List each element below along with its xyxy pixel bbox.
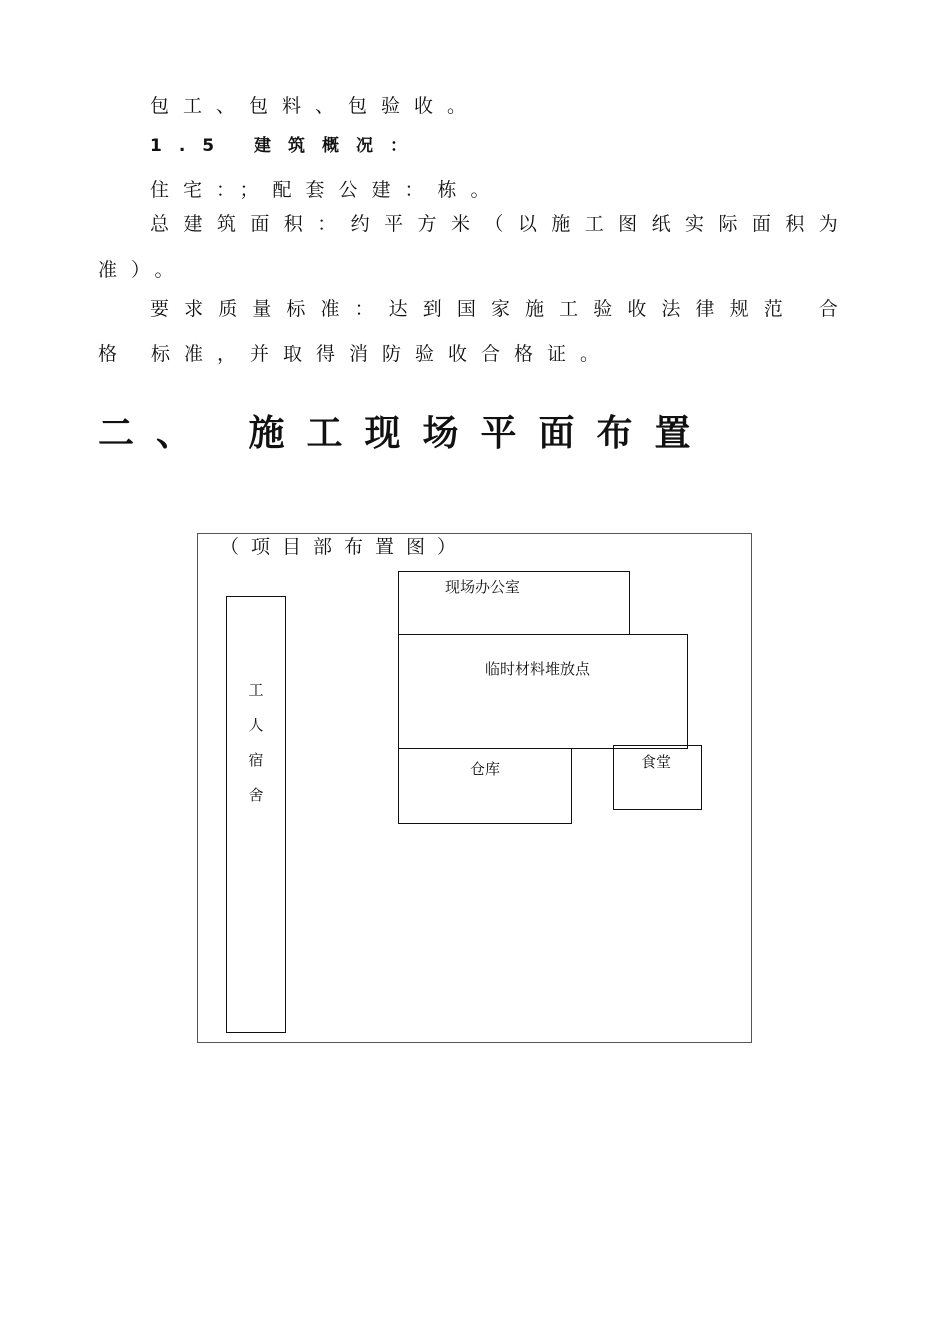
quality-standard-char: 工: [559, 298, 579, 320]
total-area-char: 积: [785, 213, 805, 235]
paragraph-quality-standard: [150, 297, 838, 321]
quality-standard-char: [798, 297, 804, 321]
quality-standard-char: 国: [456, 298, 476, 320]
quality-standard-char: 验: [593, 298, 613, 320]
warehouse: [398, 748, 572, 824]
total-area-char: 为: [818, 213, 838, 235]
total-area-char: 以: [517, 213, 537, 235]
quality-standard-char: 范: [763, 298, 783, 320]
total-area-char: 图: [618, 213, 638, 235]
quality-standard-char: 质: [218, 298, 238, 320]
site-office-label: 现场办公室: [445, 578, 521, 596]
quality-standard-char: 家: [490, 298, 510, 320]
total-area-char: 方: [417, 213, 437, 235]
paragraph-total-area-continued: 准）。: [98, 259, 188, 281]
quality-standard-char: 收: [627, 298, 647, 320]
paragraph-building-types: 住宅：；配套公建：栋。: [150, 179, 504, 201]
canteen-label: 食堂: [641, 753, 672, 771]
total-area-char: 面: [751, 213, 771, 235]
dormitory-label: [227, 673, 285, 813]
dormitory-label-char: 人: [248, 716, 264, 734]
workers-dormitory: [226, 596, 286, 1033]
total-area-char: 施: [551, 213, 571, 235]
dormitory-label-char: 工: [248, 681, 264, 699]
material-yard-label: 临时材料堆放点: [485, 660, 591, 678]
paragraph-quality-standard-continued: 格 标准，并取得消防验收合格证。: [98, 343, 614, 365]
quality-standard-char: 要: [150, 298, 170, 320]
quality-standard-char: 施: [525, 298, 545, 320]
total-area-char: （: [484, 213, 504, 235]
total-area-char: 平: [384, 213, 404, 235]
canteen: [613, 745, 702, 810]
paragraph-total-area: [150, 212, 838, 236]
dormitory-label-char: 舍: [248, 786, 264, 804]
dormitory-label-char: 宿: [248, 751, 264, 769]
quality-standard-char: 合: [818, 298, 838, 320]
site-layout-diagram: [197, 533, 752, 1043]
quality-standard-char: 规: [729, 298, 749, 320]
total-area-char: 际: [718, 213, 738, 235]
total-area-char: ：: [317, 213, 337, 235]
total-area-char: 总: [150, 213, 170, 235]
diagram-title: （项目部布置图）: [220, 536, 469, 558]
temporary-material-yard: [398, 634, 688, 749]
total-area-char: 筑: [216, 213, 236, 235]
quality-standard-char: 量: [252, 298, 272, 320]
quality-standard-char: 律: [695, 298, 715, 320]
total-area-char: 积: [283, 213, 303, 235]
total-area-char: 米: [450, 213, 470, 235]
quality-standard-char: 准: [320, 298, 340, 320]
section-heading: 二、 施工现场平面布置: [98, 413, 713, 454]
quality-standard-char: 达: [388, 298, 408, 320]
total-area-char: 工: [584, 213, 604, 235]
total-area-char: 建: [183, 213, 203, 235]
quality-standard-char: 求: [184, 298, 204, 320]
total-area-char: 纸: [651, 213, 671, 235]
total-area-char: 面: [250, 213, 270, 235]
quality-standard-char: 法: [661, 298, 681, 320]
subheading-building-overview: 1.5 建筑概况：: [150, 136, 425, 156]
quality-standard-char: 到: [422, 298, 442, 320]
quality-standard-char: 标: [286, 298, 306, 320]
site-office: [398, 571, 630, 635]
total-area-char: 实: [685, 213, 705, 235]
warehouse-label: 仓库: [470, 760, 501, 778]
total-area-char: 约: [350, 213, 370, 235]
paragraph-contract-scope: 包工、包料、包验收。: [150, 95, 481, 117]
quality-standard-char: ：: [354, 298, 374, 320]
